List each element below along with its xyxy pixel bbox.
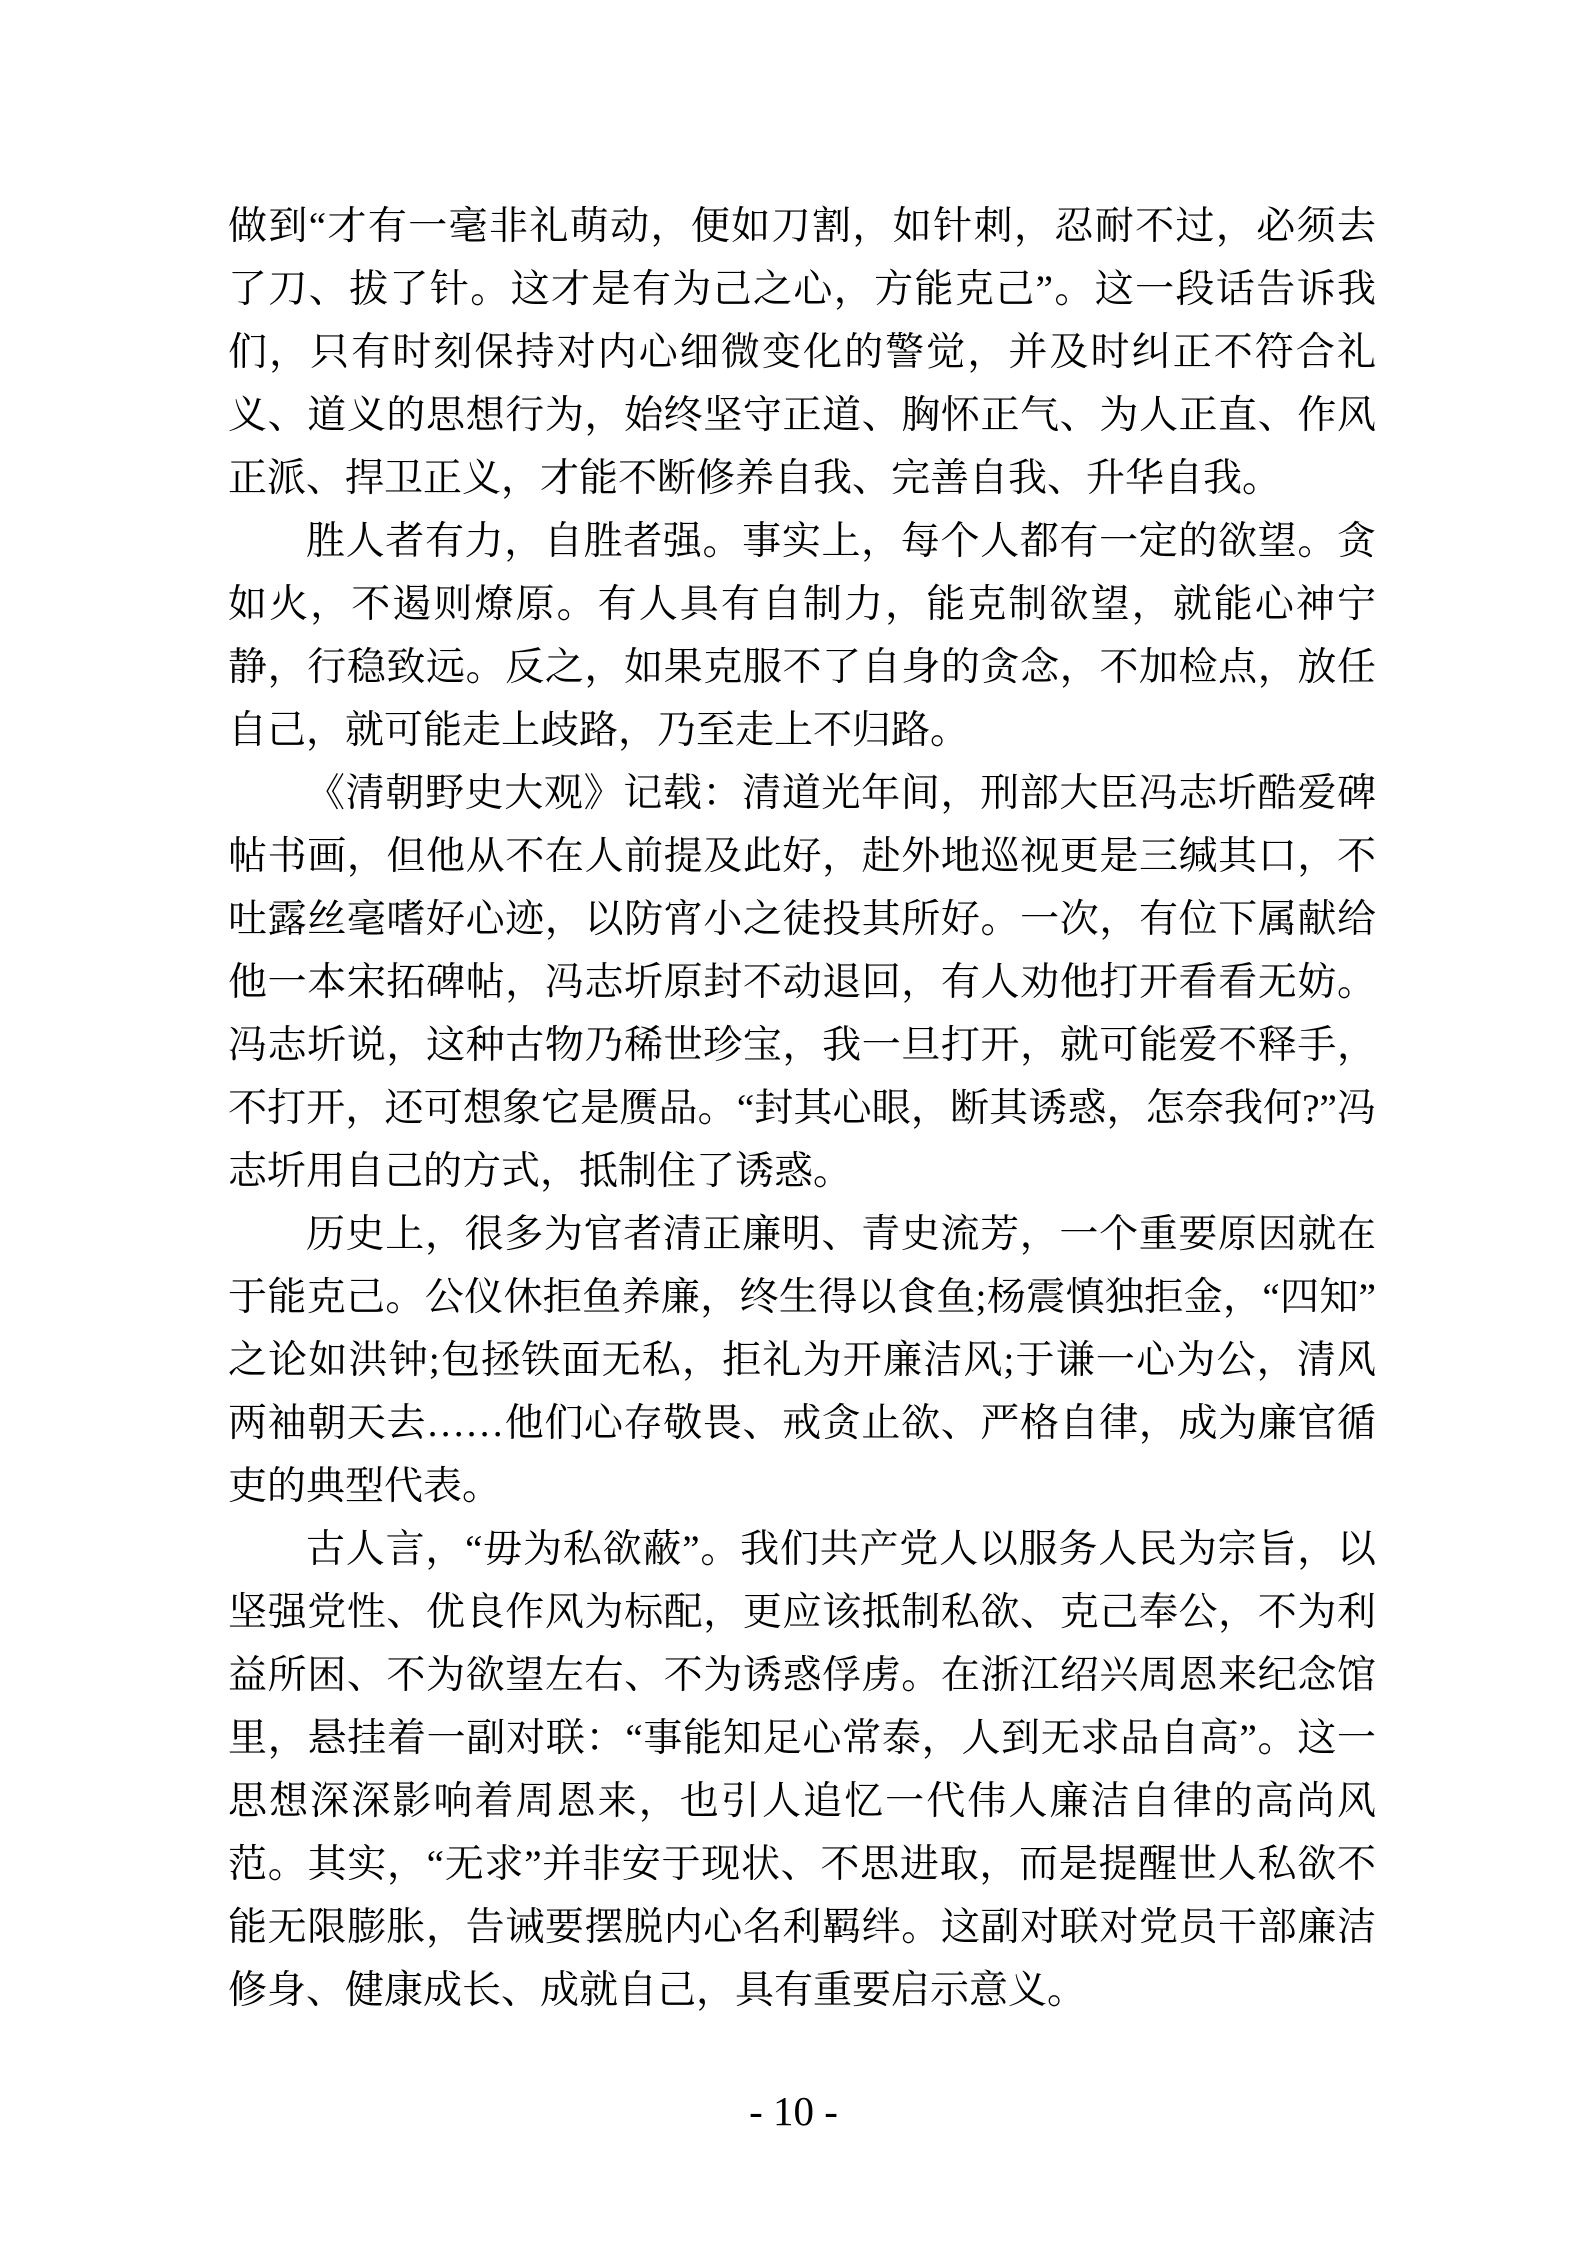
paragraph: 历史上，很多为官者清正廉明、青史流芳，一个重要原因就在于能克己。公仪休拒鱼养廉，终生得以食鱼;杨震慎独拒金，“四知”之论如洪钟;包拯铁面无私，拒礼为开廉洁风;于谦一心为公，清风两袖朝天去……他们心存敬畏、戒贪止欲、严格自律，成为廉官循吏的典型代表。: [228, 1213, 1376, 1508]
paragraph: 胜人者有力，自胜者强。事实上，每个人都有一定的欲望。贪如火，不遏则燎原。有人具有自制力，能克制欲望，就能心神宁静，行稳致远。反之，如果克服不了自身的贪念，不加检点，放任自己，就可能走上歧路，乃至走上不归路。: [228, 520, 1376, 752]
paragraph: 做到“才有一毫非礼萌动，便如刀割，如针刺，忍耐不过，必须去了刀、拔了针。这才是有为己之心，方能克己”。这一段话告诉我们，只有时刻保持对内心细微变化的警觉，并及时纠正不符合礼义、道义的思想行为，始终坚守正道、胸怀正气、为人正直、作风正派、捍卫正义，才能不断修养自我、完善自我、升华自我。: [228, 205, 1376, 500]
document-body: [228, 195, 1376, 2022]
paragraph: 古人言，“毋为私欲蔽”。我们共产党人以服务人民为宗旨，以坚强党性、优良作风为标配，更应该抵制私欲、克己奉公，不为利益所困、不为欲望左右、不为诱惑俘虏。在浙江绍兴周恩来纪念馆里，悬挂着一副对联：“事能知足心常泰，人到无求品自高”。这一思想深深影响着周恩来，也引人追忆一代伟人廉洁自律的高尚风范。其实，“无求”并非安于现状、不思进取，而是提醒世人私欲不能无限膨胀，告诫要摆脱内心名利羁绊。这副对联对党员干部廉洁修身、健康成长、成就自己，具有重要启示意义。: [228, 1528, 1376, 2012]
paragraph: 《清朝野史大观》记载：清道光年间，刑部大臣冯志圻酷爱碑帖书画，但他从不在人前提及此好，赴外地巡视更是三缄其口，不吐露丝毫嗜好心迹，以防宵小之徒投其所好。一次，有位下属献给他一本宋拓碑帖，冯志圻原封不动退回，有人劝他打开看看无妨。冯志圻说，这种古物乃稀世珍宝，我一旦打开，就可能爱不释手，不打开，还可想象它是赝品。“封其心眼，断其诱惑，怎奈我何?”冯志圻用自己的方式，抵制住了诱惑。: [228, 772, 1376, 1193]
page-number: - 10 -: [749, 2088, 838, 2134]
